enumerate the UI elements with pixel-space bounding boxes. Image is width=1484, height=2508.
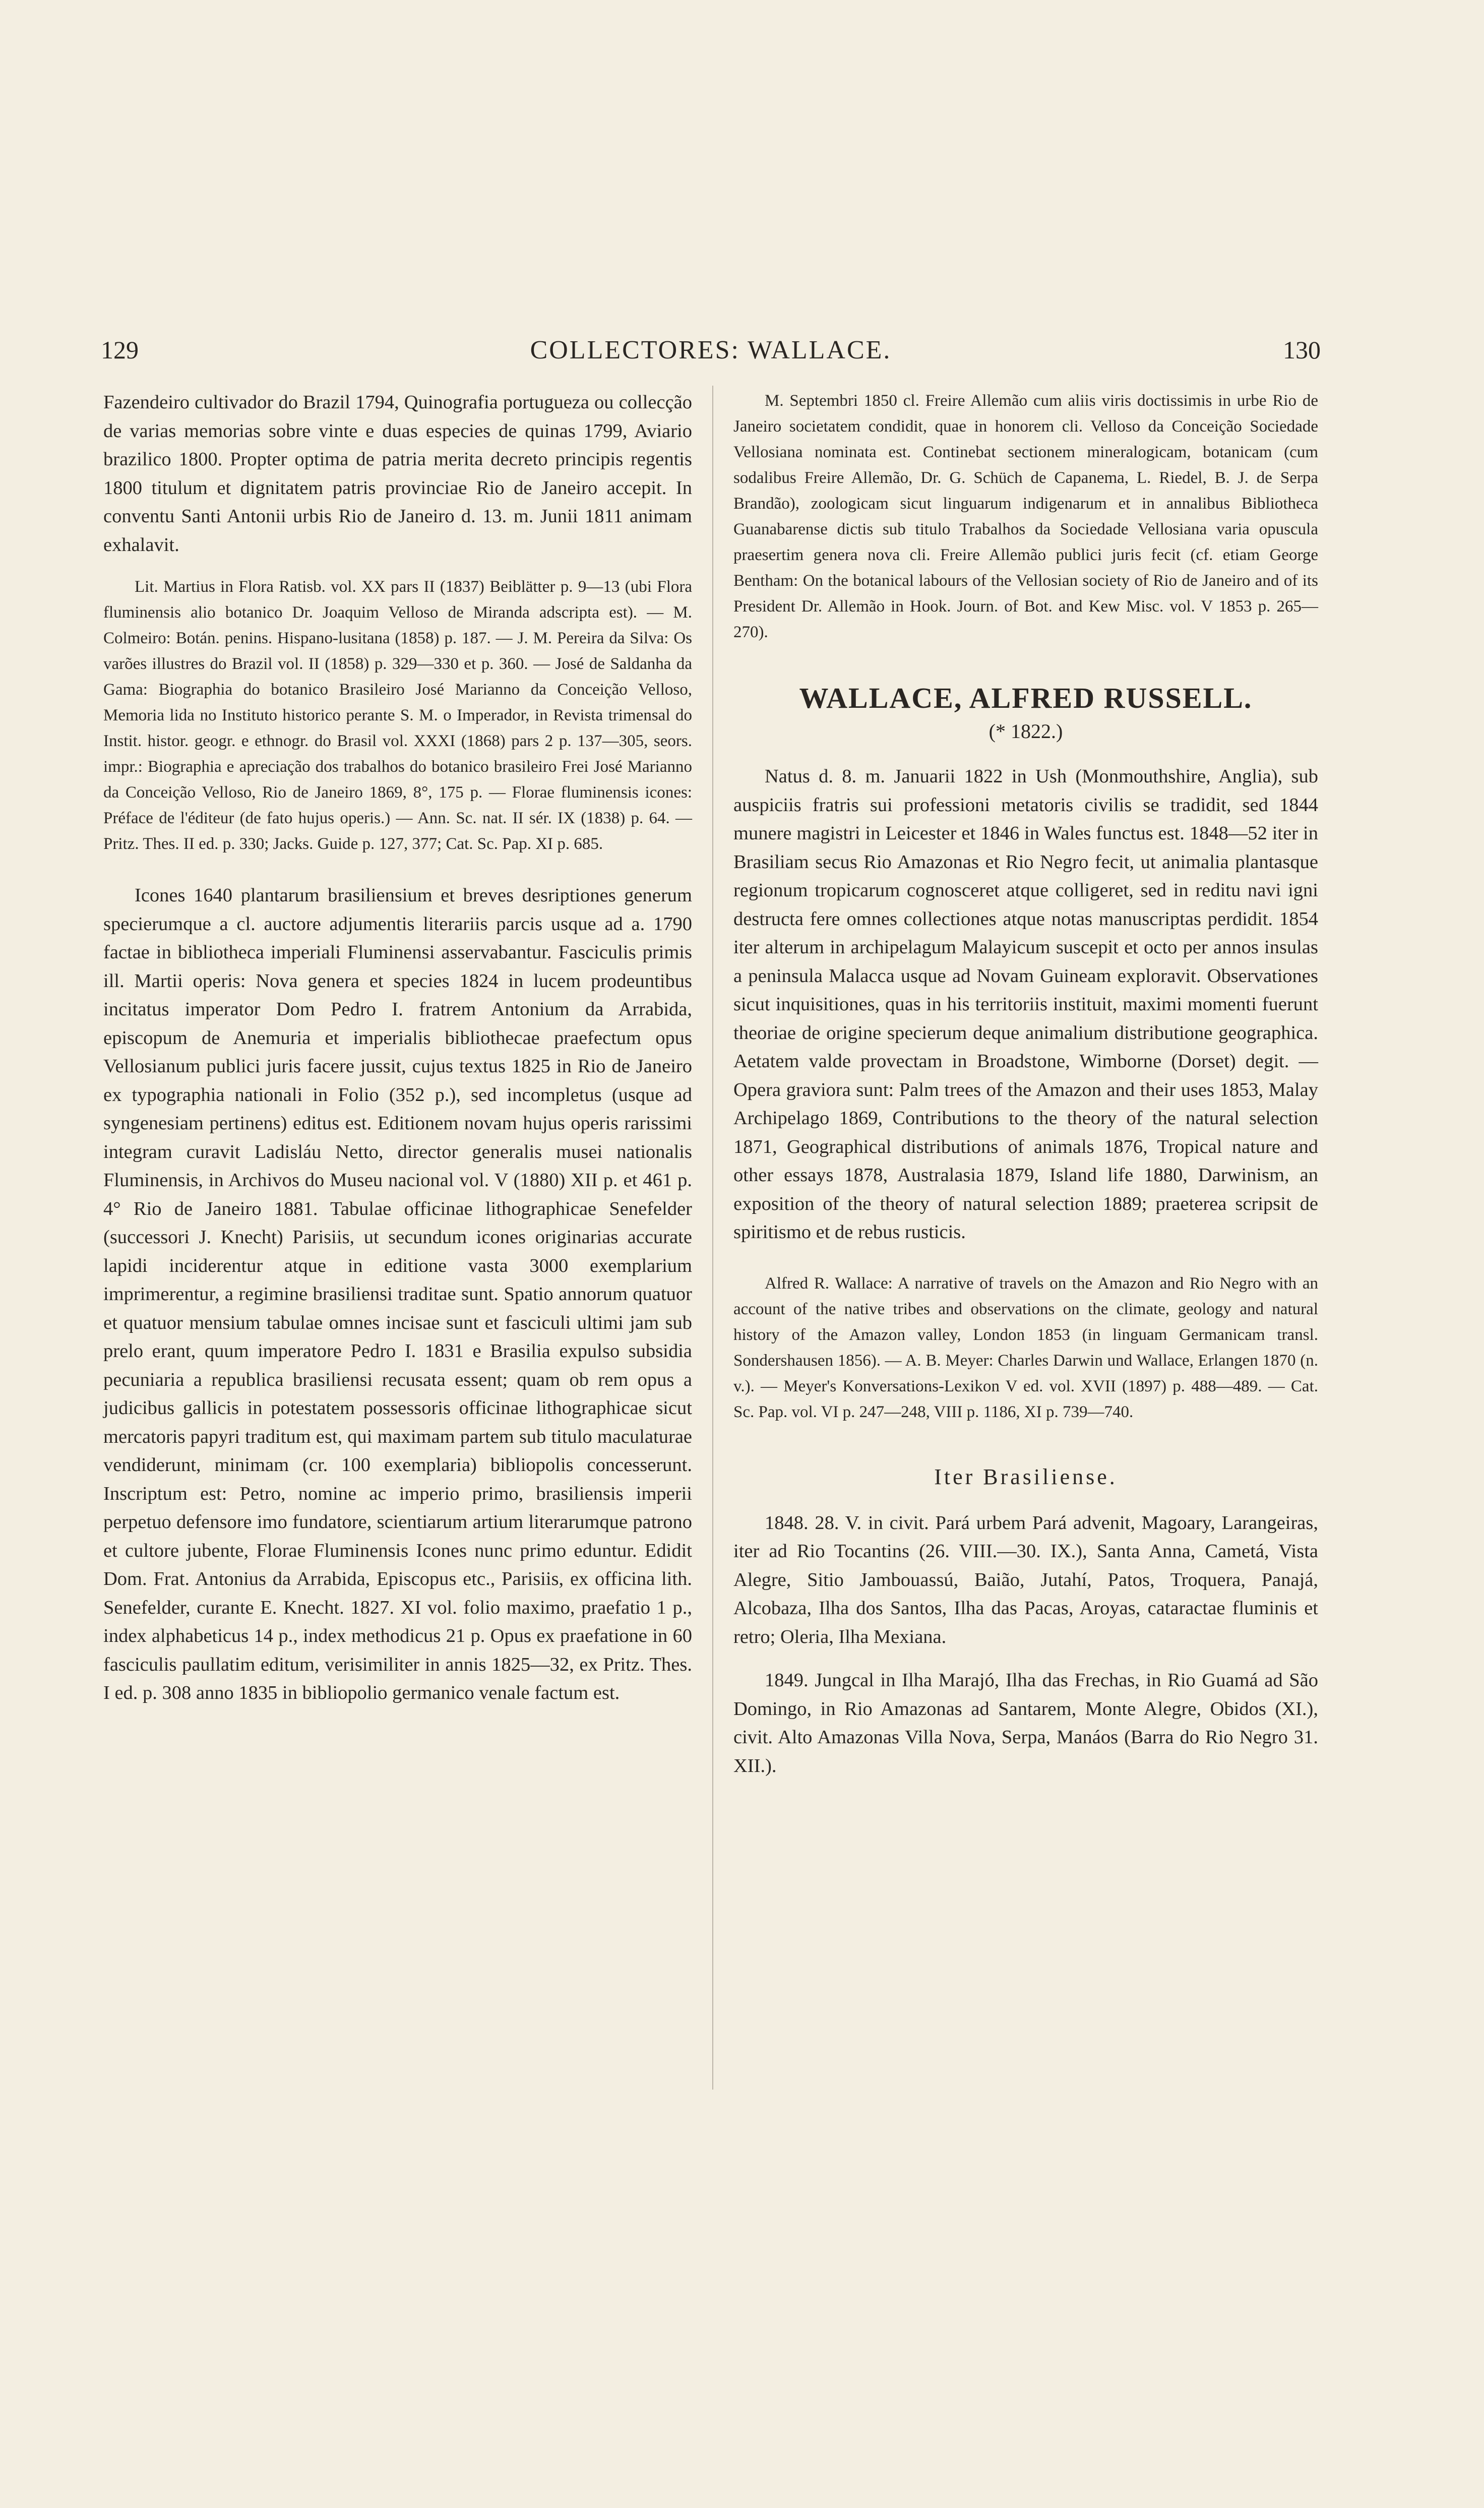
entry-birth-year: (* 1822.): [988, 720, 1063, 743]
page-number-right: 130: [1283, 336, 1321, 364]
literature-velloso: Lit. Martius in Flora Ratisb. vol. XX pars II (1837) Beiblätter p. 9—13 (ubi Flora fluminensis alio botanico Dr. Joaquim Velloso de Miranda adscripta est). — M. Colmeiro: Botán. penins. Hispano-lusitana (1858) p. 187. — J. M. Pereira da Silva: Os varões illustres do Brazil vol. II (1858) p. 329—330 et p. 360. — José de Saldanha da Gama: Biographia do botanico Brasileiro José Marianno da Conceição Velloso, Memoria lida no Instituto historico perante S. M. o Imperador, in Revista trimensal do Instit. histor. geogr. e ethnogr. do Brasil vol. XXXI (1868) pars 2 p. 137—305, seors. impr.: Biographia e apreciação dos trabalhos do botanico brasileiro Frei José Marianno da Conceição Velloso, Rio de Janeiro 1869, 8°, 175 p. — Florae fluminensis icones: Préface de l'éditeur (de fato hujus operis.) — Ann. Sc. nat. II sér. IX (1838) p. 64. — Pritz. Thes. II ed. p. 330; Jacks. Guide p. 127, 377; Cat. Sc. Pap. XI p. 685.: [103, 578, 692, 853]
entry-title: WALLACE, ALFRED RUSSELL.: [799, 682, 1253, 714]
iter-title: Iter Brasiliense.: [934, 1464, 1118, 1489]
column-divider: [712, 386, 713, 2090]
running-head: COLLECTORES: WALLACE.: [530, 336, 892, 364]
paragraph-icones: Icones 1640 plantarum brasiliensium et breves desriptiones generum specierumque a cl. auctore adjumentis literariis parcis usque ad a. 1790 factae in bibliotheca imperiali Fluminensi asservabantur. Fasciculis primis ill. Martii operis: Nova genera et species 1824 in lucem prodeuntibus incitatus imperator Dom Pedro I. fratrem Antonium da Arrabida, episcopum de Anemuria et imperialis bibliothecae praefectum opus Vellosianum publici juris facere jussit, cujus textus 1825 in Rio de Janeiro ex typographia nationali in Folio (352 p.), sed incompletus (usque ad syngenesiam pertinens) editus est. Editionem novam hujus operis rarissimi integram curavit Ladisláu Netto, director generalis musei nationalis Fluminensis, in Archivos do Museu nacional vol. V (1880) XII p. et 461 p. 4° Rio de Janeiro 1881. Tabulae officinae lithographicae Senefelder (successori J. Knecht) Parisiis, ut secundum icones originarias accurate lapidi inciderentur atque in editione vasta 3000 exemplarium imprimerentur, a regimine brasiliensi traditae sunt. Spatio annorum quatuor et quatuor mensium tabulae omnes incisae sunt et fasciculi ultimi jam sub prelo erant, quum imperatore Pedro I. 1831 e Brasilia expulso subsidia pecuniaria a republica brasiliensi recusata essent; quam ob rem opus a judicibus gallicis in potestatem possessoris officinae lithographicae sicut mercatoris papyri traditum est, qui maximam partem sub titulo maculaturae vendiderunt, minimam (cr. 100 exemplaria) bibliopolis concesserunt. Inscriptum est: Petro, nomine ac imperio primo, brasiliensis imperii perpetuo defensore imo fundatore, scientiarum artium literarumque patrono et cultore jubente, Florae Fluminensis Icones nunc primo eduntur. Edidit Dom. Frat. Antonius da Arrabida, Episcopus etc., Parisiis, ex officina lith. Senefelder, curante E. Knecht. 1827. XI vol. folio maximo, praefatio 1 p., index alphabeticus 14 p., index methodicus 21 p. Opus ex praefatione in 60 fasciculis paullatim editum, verisimiliter in annis 1825—32, ex Pritz. Thes. I ed. p. 308 anno 1835 in bibliopolio germanico venale factum est.: [103, 885, 692, 1703]
page-number-left: 129: [101, 336, 139, 364]
paragraph-sociedade-vellosiana: M. Septembri 1850 cl. Freire Allemão cum aliis viris doctissimis in urbe Rio de Janeiro societatem condidit, quae in honorem cli. Velloso da Conceição Sociedade Vellosiana nominata est. Continebat sectionem mineralogicam, botanicam (cum sodalibus Freire Allemão, Dr. G. Schüch de Capanema, L. Riedel, B. J. de Serpa Brandão), zoologicam sicut linguarum indigenarum et in annalibus Bibliotheca Guanabarense dictis sub titulo Trabalhos da Sociedade Vellosiana varia opuscula praesertim genera nova cli. Freire Allemão publici juris fecit (cf. etiam George Bentham: On the botanical labours of the Vellosian society of Rio de Janeiro and of its President Dr. Allemão in Hook. Journ. of Bot. and Kew Misc. vol. V 1853 p. 265—270).: [733, 392, 1318, 641]
paragraph-biography: Natus d. 8. m. Januarii 1822 in Ush (Monmouthshire, Anglia), sub auspiciis fratris sui professioni metatoris civilis se tradidit, sed 1844 munere magistri in Leicester et 1846 in Wales functus est. 1848—52 iter in Brasiliam secus Rio Amazonas et Rio Negro fecit, ut animalia plantasque regionum tropicarum cognosceret atque colligeret, sed in reditu navi igni destructa fere omnes collectiones atque notas manuscriptas perdidit. 1854 iter alterum in archipelagum Malayicum suscepit et octo per annos insulas a peninsula Malacca usque ad Novam Guineam exploravit. Observationes sicut inquisitiones, quas in his territoriis instituit, maximi momenti fuerunt theoriae de origine specierum deque animalium distributione geographica. Aetatem valde provectam in Broadstone, Wimborne (Dorset) degit. — Opera graviora sunt: Palm trees of the Amazon and their uses 1853, Malay Archipelago 1869, Contributions to the theory of the natural selection 1871, Geographical distributions of animals 1876, Tropical nature and other essays 1878, Australasia 1879, Island life 1880, Darwinism, an exposition of the theory of natural selection 1889; praeterea scripsit de spiritismo et de rebus rusticis.: [733, 766, 1318, 1243]
left-column: [103, 388, 692, 1707]
paragraph-iter-1849: 1849. Jungcal in Ilha Marajó, Ilha das Frechas, in Rio Guamá ad São Domingo, in Rio Amazonas ad Santarem, Monte Alegre, Obidos (XI.), civit. Alto Amazonas Villa Nova, Serpa, Manáos (Barra do Rio Negro 31. XII.).: [733, 1670, 1318, 1777]
page-header: [101, 335, 1321, 376]
literature-wallace: Alfred R. Wallace: A narrative of travels on the Amazon and Rio Negro with an account of the native tribes and observations on the climate, geology and natural history of the Amazon valley, London 1853 (in linguam Germanicam transl. Sondershausen 1856). — A. B. Meyer: Charles Darwin und Wallace, Erlangen 1870 (n. v.). — Meyer's Konversations-Lexikon V ed. vol. XVII (1897) p. 488—489. — Cat. Sc. Pap. vol. VI p. 247—248, VIII p. 1186, XI p. 739—740.: [733, 1274, 1318, 1421]
paragraph-iter-1848: 1848. 28. V. in civit. Pará urbem Pará advenit, Magoary, Larangeiras, iter ad Rio Tocantins (26. VIII.—30. IX.), Santa Anna, Cametá, Vista Alegre, Sitio Jambouassú, Baião, Jutahí, Patos, Troquera, Panajá, Alcobaza, Ilha dos Santos, Ilha das Pacas, Aroyas, cataractae fluminis et retro; Oleria, Ilha Mexiana.: [733, 1512, 1318, 1647]
paragraph-continued: Fazendeiro cultivador do Brazil 1794, Quinografia portugueza ou collecção de varias memorias sobre vinte e duas especies de quinas 1799, Aviario brazilico 1800. Propter optima de patria merita decreto principis regentis 1800 titulum et dignitatem patris provinciae Rio de Janeiro accepit. In conventu Santi Antonii urbis Rio de Janeiro d. 13. m. Junii 1811 animam exhalavit.: [103, 392, 692, 556]
right-column: [733, 388, 1318, 1780]
